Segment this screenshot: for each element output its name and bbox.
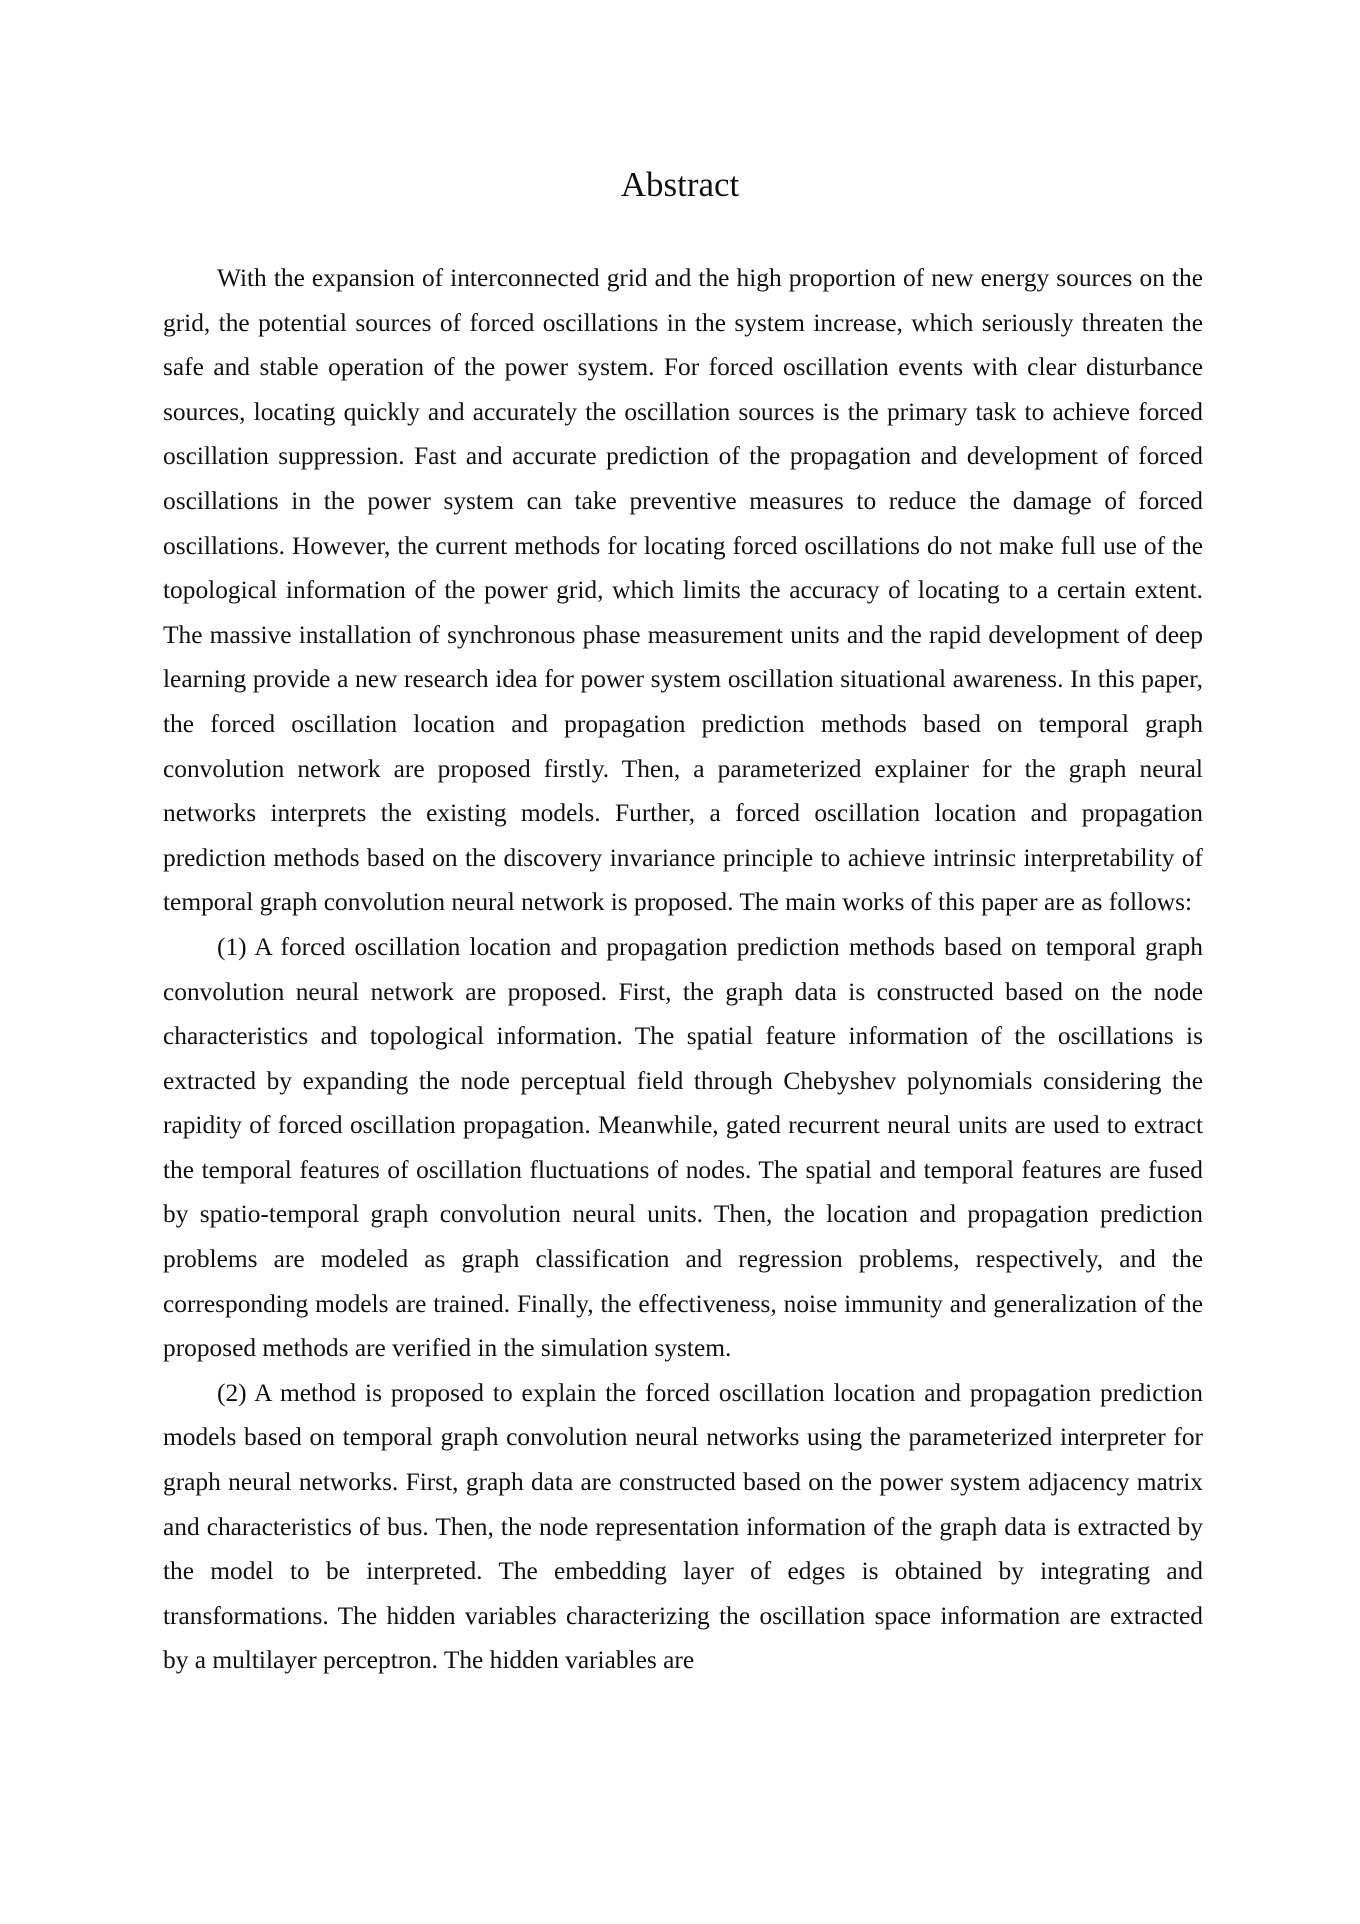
abstract-paragraph-3: (2) A method is proposed to explain the forced oscillation location and propagation prediction models based on temporal graph convolution neural networks using the parameterized interpreter for graph neural networks. First, graph data are constructed based on the power system adjacency matrix and characteristics of bus. Then, the node representation information of the graph data is extracted by the model to be interpreted. The embedding layer of edges is obtained by integrating and transformations. The hidden variables characterizing the oscillation space information are extracted by a multilayer perceptron. The hidden variables are (163, 1378, 1203, 1675)
abstract-body (163, 256, 1203, 1683)
abstract-paragraph-2: (1) A forced oscillation location and propagation prediction methods based on temporal graph convolution neural network are proposed. First, the graph data is constructed based on the node characteristics and topological information. The spatial feature information of the oscillations is extracted by expanding the node perceptual field through Chebyshev polynomials considering the rapidity of forced oscillation propagation. Meanwhile, gated recurrent neural units are used to extract the temporal features of oscillation fluctuations of nodes. The spatial and temporal features are fused by spatio-temporal graph convolution neural units. Then, the location and propagation prediction problems are modeled as graph classification and regression problems, respectively, and the corresponding models are trained. Finally, the effectiveness, noise immunity and generalization of the proposed methods are verified in the simulation system. (163, 932, 1203, 1363)
abstract-paragraph-1: With the expansion of interconnected grid and the high proportion of new energy sources on the grid, the potential sources of forced oscillations in the system increase, which seriously threaten the safe and stable operation of the power system. For forced oscillation events with clear disturbance sources, locating quickly and accurately the oscillation sources is the primary task to achieve forced oscillation suppression. Fast and accurate prediction of the propagation and development of forced oscillations in the power system can take preventive measures to reduce the damage of forced oscillations. However, the current methods for locating forced oscillations do not make full use of the topological information of the power grid, which limits the accuracy of locating to a certain extent. The massive installation of synchronous phase measurement units and the rapid development of deep learning provide a new research idea for power system oscillation situational awareness. In this paper, the forced oscillation location and propagation prediction methods based on temporal graph convolution network are proposed firstly. Then, a parameterized explainer for the graph neural networks interprets the existing models. Further, a forced oscillation location and propagation prediction methods based on the discovery invariance principle to achieve intrinsic interpretability of temporal graph convolution neural network is proposed. The main works of this paper are as follows: (163, 264, 1203, 917)
page-title: Abstract (620, 165, 740, 204)
